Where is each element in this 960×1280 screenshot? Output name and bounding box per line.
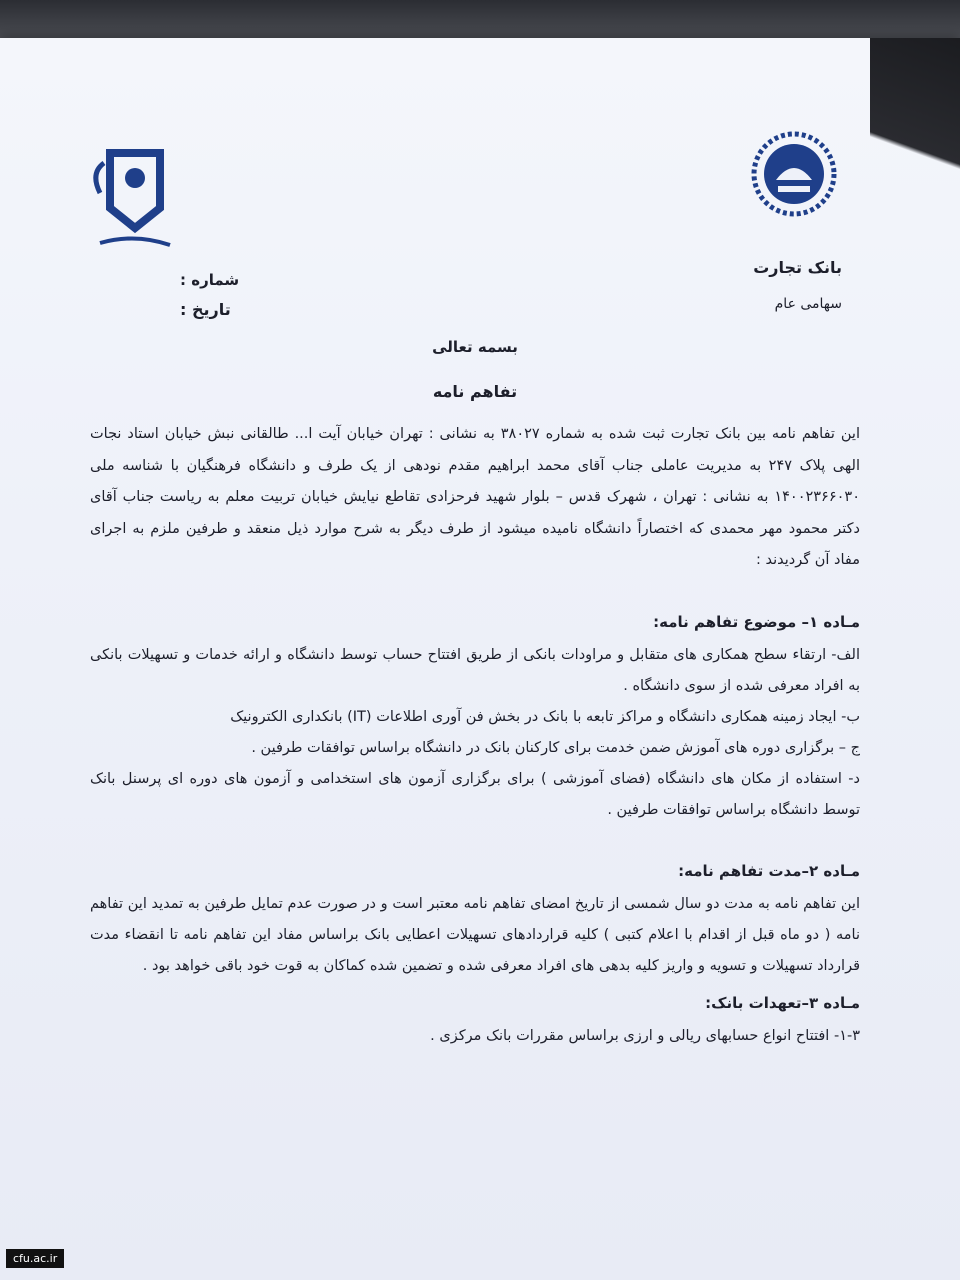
article-3-heading: مـاده ۳–تعهدات بانک: xyxy=(705,993,860,1012)
bank-name: بانک تجارت xyxy=(753,258,842,277)
article-1-item: د- استفاده از مکان های دانشگاه (فضای آموزشی ) برای برگزاری آزمون های استخدامی و آزمون های دوره ای پرسنل بانک توسط دانشگاه براساس توافقات طرفین . xyxy=(90,770,860,818)
bank-subtitle: سهامی عام xyxy=(774,296,842,312)
article-1-heading: مـاده ۱– موضوع تفاهم نامه: xyxy=(653,612,860,631)
intro-paragraph: این تفاهم نامه بین بانک تجارت ثبت شده به شماره ۳۸۰۲۷ به نشانی : تهران خیابان آیت ا... طالقانی نبش خیابان استاد نجات الهی پلاک ۲۴۷ به مدیریت عاملی جناب آقای محمد ابراهیم مقدم نودهی از یک طرف و دانشگاه فرهنگیان با شناسه ملی ۱۴۰۰۲۳۶۶۰۳۰ به نشانی : تهران ، شهرک قدس – بلوار شهید فرحزادی تقاطع نیایش خیابان تربیت معلم به ریاست جناب آقای دکتر محمود مهر محمدی که اختصاراً دانشگاه نامیده میشود از طرف دیگر به شرح موارد ذیل منعقد و طرفین ملزم به اجرای مفاد آن گردیدند : xyxy=(90,426,860,568)
date-label: تاریخ : xyxy=(180,300,231,319)
farhangian-university-logo xyxy=(90,133,180,263)
number-label: شماره : xyxy=(180,271,240,289)
document-body xyxy=(90,419,860,1052)
site-watermark: cfu.ac.ir xyxy=(6,1249,64,1268)
binder-clip xyxy=(870,38,960,258)
basmala: بسمه تعالی xyxy=(432,338,518,356)
bank-tejarat-logo xyxy=(748,128,840,220)
article-3-item: ۱-۳- افتتاح انواع حسابهای ریالی و ارزی براساس مقررات بانک مرکزی . xyxy=(430,1027,860,1044)
document-content xyxy=(90,38,860,1280)
article-2-heading: مـاده ۲–مدت تفاهم نامه: xyxy=(678,861,860,880)
document-sheet xyxy=(0,38,960,1280)
article-1-item: ج – برگزاری دوره های آموزش ضمن خدمت برای کارکنان بانک در دانشگاه براساس توافقات طرفین . xyxy=(251,739,860,756)
article-2-text: این تفاهم نامه به مدت دو سال شمسی از تاریخ امضای تفاهم نامه معتبر است و در صورت عدم تمایل طرفین به تمدید این تفاهم نامه ( دو ماه قبل از اقدام با اعلام کتبی ) کلیه قراردادهای تسهیلات اعطایی بانک براساس مفاد این تفاهم نامه تا انقضاء مدت قرارداد تسهیلات و تسویه و واریز کلیه بدهی های افراد معرفی شده و تضمین شده کماکان به قوت خود باقی خواهد بود . xyxy=(90,895,860,974)
article-1-item: ب- ایجاد زمینه همکاری دانشگاه و مراکز تابعه با بانک در بخش فن آوری اطلاعات (IT) بانکداری الکترونیک xyxy=(230,708,860,725)
article-1-item: الف- ارتقاء سطح همکاری های متقابل و مراودات بانکی از طریق افتتاح حساب توسط دانشگاه و ارائه خدمات و تسهیلات بانکی به افراد معرفی شده از سوی دانشگاه . xyxy=(90,646,860,694)
document-title: تفاهم نامه xyxy=(432,382,518,401)
